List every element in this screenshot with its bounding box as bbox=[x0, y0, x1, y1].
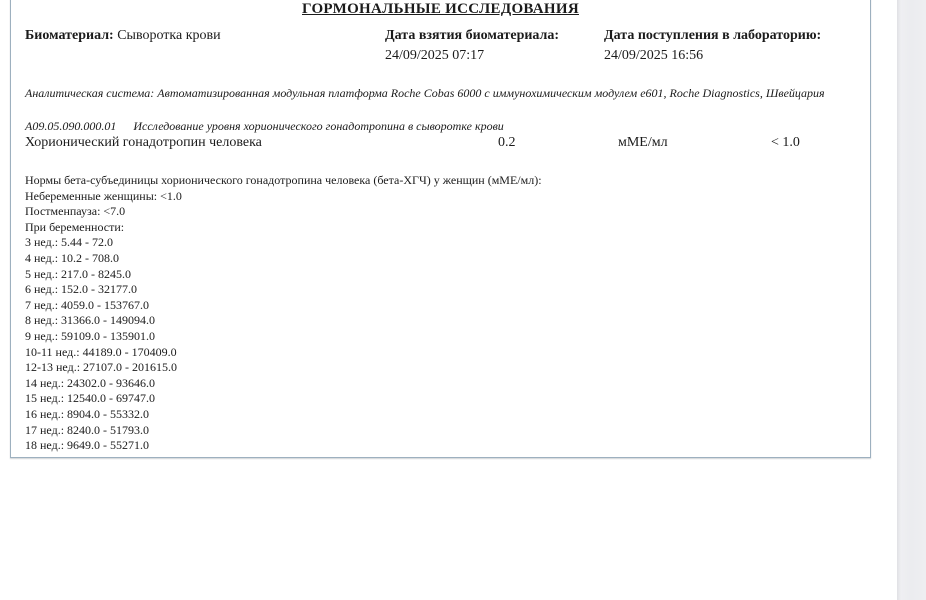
norms-line: 5 нед.: 217.0 - 8245.0 bbox=[25, 266, 132, 281]
norms-line: 4 нед.: 10.2 - 708.0 bbox=[25, 250, 120, 265]
norms-line: Постменпауза: <7.0 bbox=[25, 204, 126, 219]
test-code-name: Исследование уровня хорионического гонадотропина в сыворотке крови bbox=[133, 119, 504, 133]
norms-line: Небеременные женщины: <1.0 bbox=[25, 188, 182, 203]
norms-line: При беременности: bbox=[25, 219, 125, 234]
collection-date-value: 24/09/2025 07:17 bbox=[385, 48, 485, 63]
norms-line: 17 нед.: 8240.0 - 51793.0 bbox=[25, 422, 150, 437]
lab-report-box bbox=[10, 0, 871, 458]
reference-norms-block bbox=[25, 173, 845, 454]
norms-line: 14 нед.: 24302.0 - 93646.0 bbox=[25, 375, 156, 390]
test-name: Хорионический гонадотропин человека bbox=[25, 135, 262, 150]
norms-line: 9 нед.: 59109.0 - 135901.0 bbox=[25, 328, 156, 343]
biomaterial-value: Сыворотка крови bbox=[117, 28, 221, 43]
collection-date-label: Дата взятия биоматериала: bbox=[385, 28, 560, 43]
norms-line: 18 нед.: 9649.0 - 55271.0 bbox=[25, 438, 150, 453]
received-date-label: Дата поступления в лабораторию: bbox=[604, 28, 822, 43]
analytical-system-note: Аналитическая система: Автоматизированная модульная платформа Roche Cobas 6000 с иммунохимическим модулем e601, Roche Diagnostics, Швейцария bbox=[25, 86, 825, 100]
page-edge-strip bbox=[897, 0, 926, 600]
norms-line: 16 нед.: 8904.0 - 55332.0 bbox=[25, 406, 150, 421]
norms-line: 10-11 нед.: 44189.0 - 170409.0 bbox=[25, 344, 177, 359]
norms-line: 8 нед.: 31366.0 - 149094.0 bbox=[25, 313, 156, 328]
test-code-line bbox=[25, 119, 504, 134]
norms-line: 15 нед.: 12540.0 - 69747.0 bbox=[25, 391, 156, 406]
norms-line: 6 нед.: 152.0 - 32177.0 bbox=[25, 282, 138, 297]
norms-line: 12-13 нед.: 27107.0 - 201615.0 bbox=[25, 360, 178, 375]
test-unit: мМЕ/мл bbox=[618, 135, 668, 150]
norms-line: 7 нед.: 4059.0 - 153767.0 bbox=[25, 297, 150, 312]
norms-line: 3 нед.: 5.44 - 72.0 bbox=[25, 235, 114, 250]
received-date-value: 24/09/2025 16:56 bbox=[604, 48, 704, 63]
test-value: 0.2 bbox=[498, 135, 516, 150]
biomaterial-label: Биоматериал: bbox=[25, 28, 114, 43]
norms-header: Нормы бета-субъединицы хорионического гонадотропина человека (бета-ХГЧ) у женщин (мМЕ/мл): bbox=[25, 173, 542, 187]
test-code: A09.05.090.000.01 bbox=[25, 119, 117, 133]
test-reference: < 1.0 bbox=[771, 135, 800, 150]
report-section-title: ГОРМОНАЛЬНЫЕ ИССЛЕДОВАНИЯ bbox=[302, 1, 579, 17]
biomaterial-row bbox=[25, 28, 221, 44]
